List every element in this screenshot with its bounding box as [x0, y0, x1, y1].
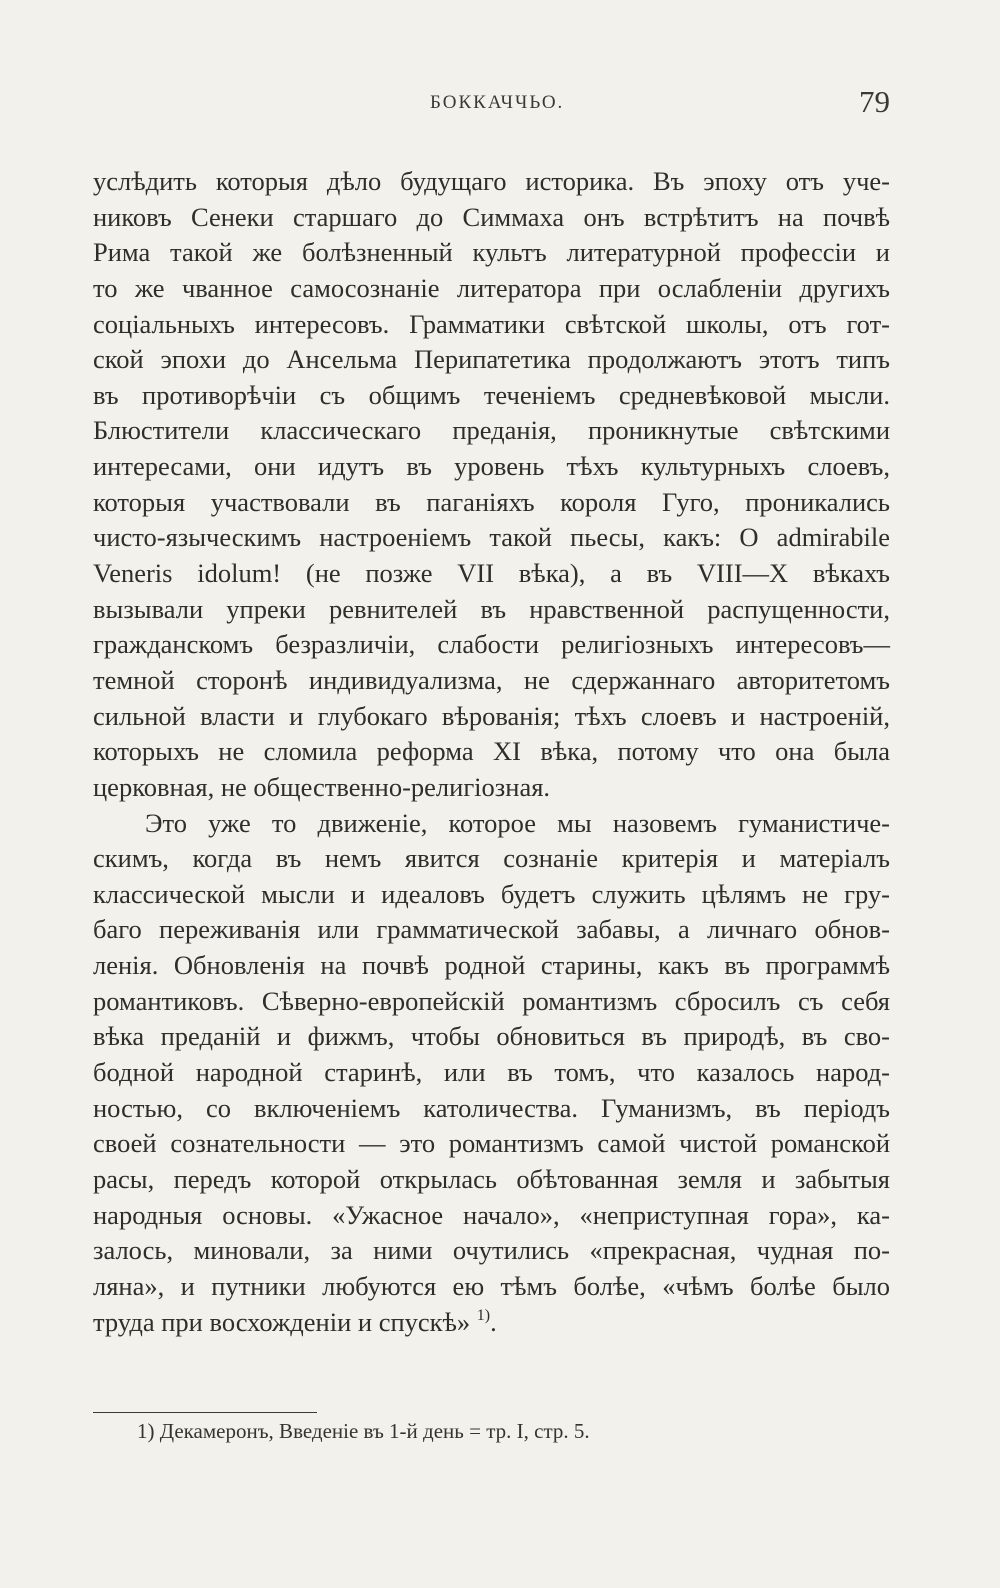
text-line: сильной власти и глубокаго вѣрованія; тѣхъ слоевъ и настроеній,: [93, 700, 890, 731]
text-line: Рима такой же болѣзненный культъ литературной профессіи и: [93, 237, 890, 268]
text-line: вызывали упреки ревнителей въ нравственной распущенности,: [93, 593, 890, 624]
footnote-reference[interactable]: 1): [476, 1306, 491, 1324]
text-line: залось, миновали, за ними очутились «прекрасная, чудная по-: [93, 1235, 890, 1266]
text-line: ской эпохи до Ансельма Перипатетика продолжаютъ этотъ типъ: [93, 344, 890, 375]
text-line: ностью, со включеніемъ католичества. Гуманизмъ, въ періодъ: [93, 1092, 890, 1123]
text-line: интересами, они идутъ въ уровень тѣхъ культурныхъ слоевъ,: [93, 451, 890, 482]
running-head: БОККАЧЧЬО.: [430, 92, 565, 113]
text-line: классической мысли и идеаловъ будетъ служить цѣлямъ не гру-: [93, 878, 890, 909]
text-line: баго переживанія или грамматической забавы, а личнаго обнов-: [93, 914, 890, 945]
text-line: Это уже то движеніе, которое мы назовемъ гуманистиче-: [145, 807, 890, 838]
text-line: народныя основы. «Ужасное начало», «неприступная гора», ка-: [93, 1199, 890, 1230]
text-line: бодной народной старинѣ, или въ томъ, что казалось народ-: [93, 1057, 890, 1088]
text-line: романтиковъ. Сѣверно-европейскій романтизмъ сбросилъ съ себя: [93, 985, 890, 1016]
text-line: вѣка преданій и фижмъ, чтобы обновиться въ природѣ, въ сво-: [93, 1021, 890, 1052]
text-line: то же чванное самосознаніе литератора при ослабленіи другихъ: [93, 272, 890, 303]
text-line: гражданскомъ безразличіи, слабости религіозныхъ интересовъ—: [93, 629, 890, 660]
text-line: чисто-языческимъ настроеніемъ такой пьесы, какъ: O admirabile: [93, 522, 890, 553]
text-line: ляна», и путники любуются ею тѣмъ болѣе, «чѣмъ болѣе было: [93, 1270, 890, 1301]
footnote: 1) Декамеронъ, Введеніе въ 1-й день = тр. I, стр. 5.: [137, 1419, 590, 1443]
text-line: скимъ, когда въ немъ явится сознаніе критерія и матеріалъ: [93, 843, 890, 874]
text-line: которыя участвовали въ паганіяхъ короля Гуго, проникались: [93, 486, 890, 517]
text-line: темной сторонѣ индивидуализма, не сдержаннаго авторитетомъ: [93, 664, 890, 695]
footnote-divider: [93, 1412, 317, 1413]
page-number: 79: [859, 84, 890, 119]
text-line: Veneris idolum! (не позже VII вѣка), а въ VIII—X вѣкахъ: [93, 558, 890, 589]
text-line: въ противорѣчіи съ общимъ теченіемъ средневѣковой мысли.: [93, 379, 890, 410]
text-line: своей сознательности — это романтизмъ самой чистой романской: [93, 1128, 890, 1159]
text-line: ленія. Обновленія на почвѣ родной старины, какъ въ программѣ: [93, 950, 890, 981]
text-line-text: труда при восхожденіи и спускѣ»: [93, 1306, 477, 1337]
text-line: никовъ Сенеки старшаго до Симмаха онъ встрѣтитъ на почвѣ: [93, 201, 890, 232]
text-line-with-footnote: труда при восхожденіи и спускѣ» $^{1)}$.: [93, 1306, 497, 1337]
text-line: Блюстители классическаго преданія, проникнутые свѣтскими: [93, 415, 890, 446]
text-line: услѣдить которыя дѣло будущаго историка. Въ эпоху отъ уче-: [93, 166, 890, 196]
body-text: [93, 164, 890, 1340]
text-line: расы, передъ которой открылась обѣтованная земля и забытыя: [93, 1163, 890, 1194]
text-line: церковная, не общественно-религіозная.: [93, 771, 551, 802]
text-line: соціальныхъ интересовъ. Грамматики свѣтской школы, отъ гот-: [93, 308, 890, 339]
text-line: которыхъ не сломила реформа XI вѣка, потому что она была: [93, 736, 890, 767]
